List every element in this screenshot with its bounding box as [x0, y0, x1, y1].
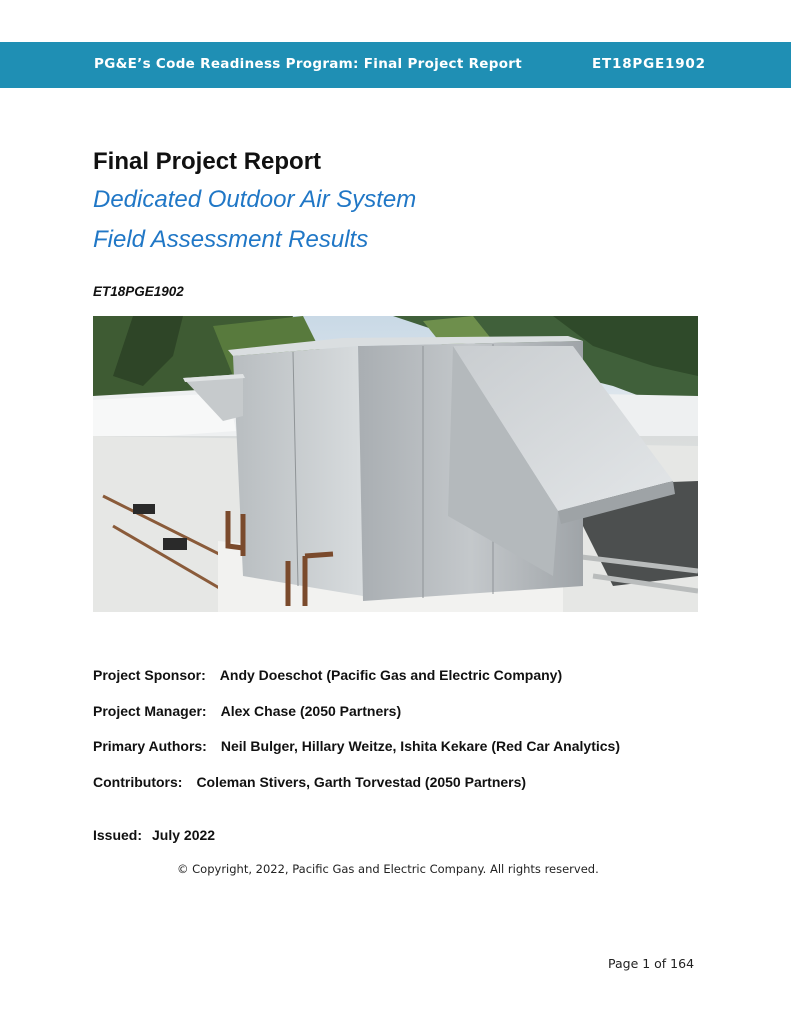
authors-value: Neil Bulger, Hillary Weitze, Ishita Kekare (Red Car Analytics) — [220, 738, 620, 754]
credit-sponsor — [93, 667, 562, 683]
sponsor-value: Andy Doeschot (Pacific Gas and Electric Company) — [219, 667, 563, 683]
contributors-label: Contributors: — [93, 774, 183, 790]
report-subtitle-line2: Field Assessment Results — [93, 226, 369, 253]
page-number: Page 1 of 164 — [608, 956, 695, 971]
contributors-value: Coleman Stivers, Garth Torvestad (2050 Partners) — [196, 774, 527, 790]
manager-value: Alex Chase (2050 Partners) — [220, 703, 402, 719]
cover-photo — [93, 316, 698, 612]
header-project-code: ET18PGE1902 — [592, 56, 706, 72]
rooftop-hvac-unit-illustration — [93, 316, 698, 612]
authors-label: Primary Authors: — [93, 738, 207, 754]
sponsor-label: Project Sponsor: — [93, 667, 206, 683]
header-bar — [0, 42, 791, 88]
issued-value: July 2022 — [152, 827, 216, 843]
credit-authors — [93, 738, 620, 754]
manager-label: Project Manager: — [93, 703, 207, 719]
issued-line — [93, 827, 215, 843]
credit-manager — [93, 703, 401, 719]
report-subtitle-line1: Dedicated Outdoor Air System — [93, 186, 417, 213]
issued-label: Issued: — [93, 827, 143, 843]
report-title: Final Project Report — [93, 148, 322, 175]
header-title: PG&E’s Code Readiness Program: Final Project Report — [94, 56, 523, 72]
copyright-notice: © Copyright, 2022, Pacific Gas and Electric Company. All rights reserved. — [177, 862, 599, 876]
project-code: ET18PGE1902 — [93, 284, 184, 299]
credit-contributors — [93, 774, 526, 790]
